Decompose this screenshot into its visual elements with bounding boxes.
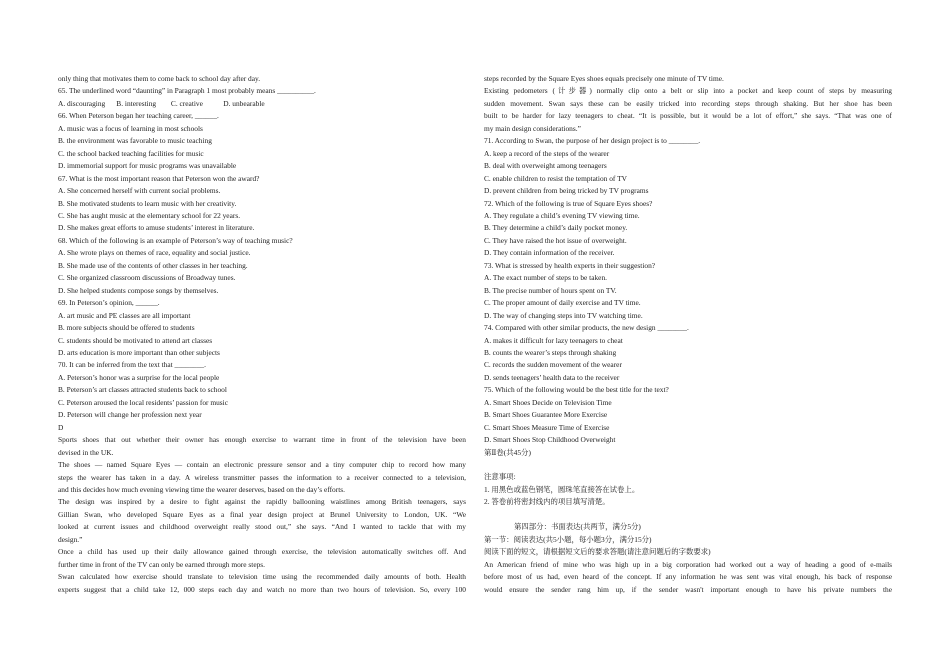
option-line: D. She makes great efforts to amuse students’ interest in literature. [58,223,255,233]
option-line: B. Smart Shoes Guarantee More Exercise [484,410,608,420]
option-line: B. deal with overweight among teenagers [484,161,607,171]
passage-line: The shoes — named Square Eyes — contain an electronic pressure sensor and a tiny computer chip to record how many [58,460,466,470]
question-65: 65. The underlined word “daunting” in Paragraph 1 most probably means __________. [58,86,316,96]
option-line: B. She motivated students to learn music with her creativity. [58,198,237,208]
blank-line [484,509,892,521]
option-line: B. The precise number of hours spent on TV. [484,285,617,295]
option-line: B. more subjects should be offered to students [58,323,195,333]
option-line: A. They regulate a child’s evening TV viewing time. [484,210,640,220]
question-74: 74. Compared with other similar products, the new design ________. [484,323,689,333]
passage-line: further time in front of the TV can only be earned through more steps. [58,559,266,569]
option-line: C. Smart Shoes Measure Time of Exercise [484,422,610,432]
notes-heading: 注意事项: [484,472,516,482]
option-line: C. The proper amount of daily exercise and TV time. [484,298,641,308]
option-line: C. She has aught music at the elementary school for 22 years. [58,210,241,220]
note-line: 1. 用黑色或蓝色钢笔，圆珠笔直接答在试卷上。 [484,484,640,494]
option-line: A. music was a focus of learning in most schools [58,123,203,133]
volume-2-heading: 第Ⅱ卷(共45分) [484,447,531,457]
option-line: C. records the sudden movement of the wearer [484,360,622,370]
option-line: D. arts education is more important than other subjects [58,347,220,357]
option-line: D. Peterson will change her profession next year [58,410,202,420]
question-66: 66. When Peterson began her teaching career, ______. [58,111,219,121]
question-75: 75. Which of the following would be the best title for the text? [484,385,669,395]
option-line: C. They have raised the hot issue of overweight. [484,235,627,245]
option-line: D. She helped students compose songs by themselves. [58,285,219,295]
passage-line: The design was inspired by a desire to fight against the rapidly ballooning waistlines among British teenagers, says [58,497,466,507]
option-line: D. The way of changing steps into TV watching time. [484,310,643,320]
passage-line: and this decides how much evening viewing time the wearer deserves, based on the day’s efforts. [58,484,345,494]
passage-line: devised in the UK. [58,447,114,457]
option-line: B. the environment was favorable to music teaching [58,136,212,146]
right-column [484,73,892,596]
option-line: C. the school backed teaching facilities for music [58,148,204,158]
note-line: 2. 答卷前将密封线内的项目填写清楚。 [484,497,610,507]
part-4-heading: 第四部分：书面表达(共两节，满分5分) [514,522,641,532]
passage-line: steps recorded by the Square Eyes shoes equals precisely one minute of TV time. [484,74,724,83]
passage-line: experts suggest that a child take 12, 000 steps each day and watch no more than two hours of television. So, every 100 [58,584,466,594]
section-1-heading: 第一节：阅读表达(共5小题，每小题3分，满分15分) [484,534,652,544]
option-line: C. She organized classroom discussions of Broadway tunes. [58,273,236,283]
question-67: 67. What is the most important reason that Peterson won the award? [58,173,260,183]
passage-line: Gillian Swan, who developed Square Eyes as a final year design project at Brunel University to London, UK. “We [58,509,466,519]
option-line: B. They determine a child’s daily pocket money. [484,223,628,233]
option-line: D. Smart Shoes Stop Childhood Overweight [484,435,616,445]
left-column [58,73,466,596]
question-72: 72. Which of the following is true of Square Eyes shoes? [484,198,653,208]
passage-line: An American friend of mine who was high up in a big corporation had worked out a way of heading a good of e-mails [484,559,892,569]
passage-line: steps the wearer has taken in a day. A wireless transmitter passes the information to a receiver connected to a television, [58,472,466,482]
option-line: C. Peterson aroused the local residents’ passion for music [58,397,229,407]
passage-line: before most of us had, even heard of the concept. If any information he was sent was vital enough, his back of response [484,572,892,582]
question-71: 71. According to Swan, the purpose of her design project is to ________. [484,136,701,146]
option-line: A. Peterson’s honor was a surprise for the local people [58,372,220,382]
blank-line [484,459,892,471]
option-line: B. Peterson’s art classes attracted students back to school [58,385,227,395]
text-line: only thing that motivates them to come back to school day after day. [58,74,261,83]
option-line: A. She wrote plays on themes of race, equality and social justice. [58,248,251,258]
option-line: C. students should be motivated to attend art classes [58,335,213,345]
options-65: A. discouraging B. interesting C. creative D. unbearable [58,98,265,108]
option-line: B. She made use of the contents of other classes in her teaching. [58,260,248,270]
option-line: D. prevent children from being tricked by TV programs [484,186,649,196]
option-line: A. Smart Shoes Decide on Television Time [484,397,612,407]
option-line: A. The exact number of steps to be taken. [484,273,608,283]
passage-line: my main design considerations.” [484,123,581,133]
passage-line: would ensure the sender rang him up, if the sender wasn't important enough to have his private numbers the [484,584,892,594]
question-70: 70. It can be inferred from the text that ________. [58,360,206,370]
option-line: A. She concerned herself with current social problems. [58,186,221,196]
section-d-heading: D [58,422,64,432]
passage-line: sudden movement. Swan says these can be easily tricked into recording steps through shaking. But her shoe has been [484,98,892,108]
passage-line: Sports shoes that out whether their owner has enough exercise to warrant time in front of the television have been [58,435,466,445]
option-line: A. art music and PE classes are all important [58,310,191,320]
option-line: B. counts the wearer’s steps through shaking [484,347,617,357]
question-69: 69. In Peterson’s opinion, ______. [58,298,160,308]
passage-line: looked at current issues and childhood overweight really stood out,” she says. “And I wanted to tackle that with my [58,522,466,532]
instruction-line: 阅读下面的短文，请根据短文后的要求答题(请注意问题后的字数要求) [484,547,711,557]
question-68: 68. Which of the following is an example of Peterson’s way of teaching music? [58,235,293,245]
option-line: D. sends teenagers’ health data to the receiver [484,372,620,382]
option-line: C. enable children to resist the temptation of TV [484,173,627,183]
option-line: D. immemorial support for music programs was unavailable [58,161,237,171]
option-line: A. keep a record of the steps of the wearer [484,148,610,158]
passage-line: Existing pedometers (计步器) normally clip onto a belt or slip into a pocket and keep count of steps by measuring [484,86,892,96]
question-73: 73. What is stressed by health experts in their suggestion? [484,260,656,270]
option-line: A. makes it difficult for lazy teenagers to cheat [484,335,623,345]
passage-line: built to be harder for lazy teenagers to cheat. “It is possible, but it would be a lot of effort,” she says. “That was one of [484,111,892,121]
passage-line: Once a child has used up their daily allowance gained through exercise, the television automatically switches off. And [58,547,466,557]
option-line: D. They contain information of the receiver. [484,248,615,258]
passage-line: Swan calculated how exercise should translate to television time using the recommended daily amounts of both. Health [58,572,466,582]
passage-line: design.” [58,534,83,544]
